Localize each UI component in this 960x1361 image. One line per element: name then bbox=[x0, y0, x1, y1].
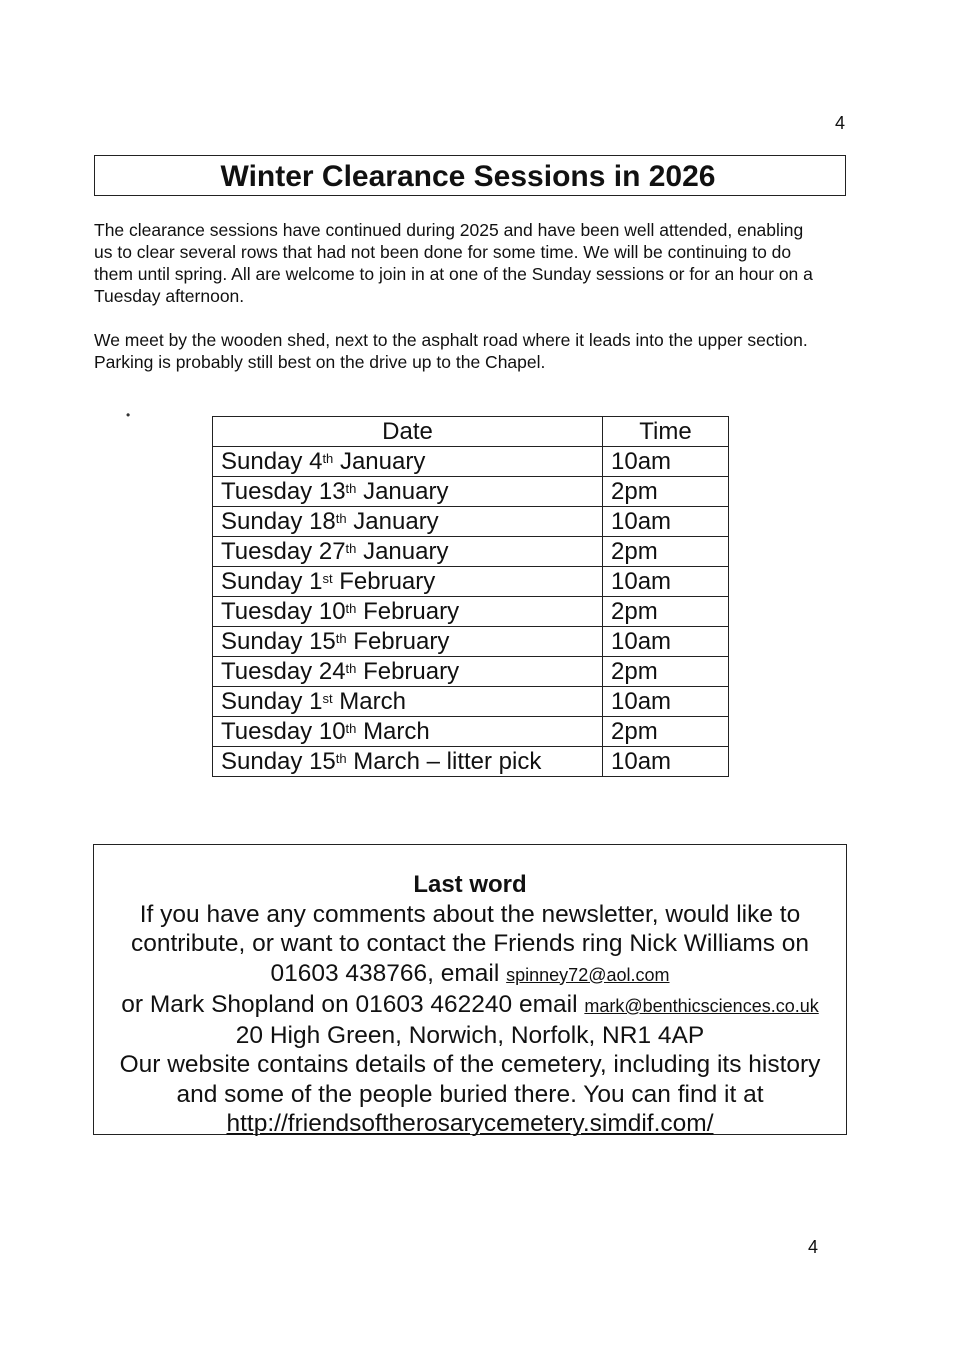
website-link[interactable]: http://friendsoftherosarycemetery.simdif.com/ bbox=[226, 1110, 714, 1138]
table-row bbox=[213, 597, 729, 627]
date-number: 1 bbox=[309, 567, 323, 595]
date-day: Tuesday bbox=[221, 717, 313, 745]
date-number: 10 bbox=[318, 597, 346, 625]
date-cell bbox=[213, 447, 603, 477]
date-number: 4 bbox=[309, 447, 323, 475]
time-cell: 2pm bbox=[603, 657, 729, 687]
date-number: 18 bbox=[309, 507, 336, 535]
schedule-table bbox=[212, 416, 729, 777]
table-row bbox=[213, 657, 729, 687]
last-word-line-2: contribute, or want to contact the Friends ring Nick Williams on bbox=[130, 930, 810, 958]
date-number: 13 bbox=[318, 477, 346, 505]
date-day: Sunday bbox=[221, 447, 303, 475]
table-row bbox=[213, 507, 729, 537]
date-number: 15 bbox=[309, 627, 336, 655]
table-row bbox=[213, 477, 729, 507]
date-month: February bbox=[339, 567, 436, 595]
table-row bbox=[213, 627, 729, 657]
date-cell bbox=[213, 507, 603, 537]
date-suffix: th bbox=[322, 450, 334, 466]
date-cell bbox=[213, 477, 603, 507]
time-cell: 10am bbox=[603, 747, 729, 777]
date-suffix: th bbox=[335, 750, 347, 766]
page-number-bottom: 4 bbox=[808, 1237, 819, 1257]
last-word-line-1: If you have any comments about the newsletter, would like to bbox=[139, 901, 801, 928]
date-month: February bbox=[353, 627, 450, 655]
date-day: Sunday bbox=[221, 747, 303, 775]
date-cell bbox=[213, 627, 603, 657]
date-suffix: th bbox=[345, 720, 357, 736]
date-suffix: th bbox=[335, 630, 347, 646]
table-header-row bbox=[213, 417, 729, 447]
table-row bbox=[213, 747, 729, 777]
table-row bbox=[213, 687, 729, 717]
date-month: January bbox=[363, 537, 449, 565]
time-cell: 10am bbox=[603, 687, 729, 717]
time-cell: 10am bbox=[603, 627, 729, 657]
date-day: Tuesday bbox=[221, 537, 313, 565]
table-row bbox=[213, 447, 729, 477]
date-day: Tuesday bbox=[221, 597, 313, 625]
date-suffix: st bbox=[322, 690, 333, 706]
page-title: Winter Clearance Sessions in 2026 bbox=[220, 159, 716, 193]
date-cell bbox=[213, 717, 603, 747]
schedule-body bbox=[213, 447, 729, 777]
date-suffix: th bbox=[345, 660, 357, 676]
nick-email-link[interactable]: spinney72@aol.com bbox=[506, 964, 670, 985]
nick-phone-text: 01603 438766, email bbox=[270, 959, 500, 987]
time-cell: 2pm bbox=[603, 717, 729, 747]
date-month: March bbox=[363, 717, 430, 745]
date-month: January bbox=[339, 447, 426, 475]
date-cell bbox=[213, 537, 603, 567]
date-day: Tuesday bbox=[221, 657, 313, 685]
last-word-heading: Last word bbox=[413, 871, 527, 898]
date-month: February bbox=[363, 597, 460, 625]
date-cell bbox=[213, 597, 603, 627]
date-suffix: th bbox=[335, 510, 347, 526]
date-day: Sunday bbox=[221, 567, 303, 595]
website-line bbox=[94, 1109, 846, 1138]
date-column-header: Date bbox=[213, 417, 603, 447]
time-cell: 10am bbox=[603, 447, 729, 477]
date-suffix: th bbox=[345, 600, 357, 616]
meeting-paragraph: We meet by the wooden shed, next to the asphalt road where it leads into the upper section. Parking is probably still best on the drive up to the Chapel. bbox=[94, 330, 808, 372]
date-cell bbox=[213, 687, 603, 717]
last-word-line-4 bbox=[94, 990, 846, 1021]
page-number-top: 4 bbox=[835, 113, 846, 133]
date-cell bbox=[213, 747, 603, 777]
date-month: February bbox=[363, 657, 460, 685]
title-box bbox=[94, 155, 846, 196]
table-row bbox=[213, 567, 729, 597]
date-month: January bbox=[363, 477, 449, 505]
last-word-line-3 bbox=[94, 959, 846, 990]
date-cell bbox=[213, 657, 603, 687]
time-column-header: Time bbox=[603, 417, 729, 447]
date-month: January bbox=[353, 507, 439, 535]
date-suffix: st bbox=[322, 570, 333, 586]
date-suffix: th bbox=[345, 480, 357, 496]
date-day: Sunday bbox=[221, 687, 303, 715]
date-day: Sunday bbox=[221, 627, 303, 655]
table-row bbox=[213, 717, 729, 747]
time-cell: 10am bbox=[603, 567, 729, 597]
scan-speck: • bbox=[126, 408, 131, 422]
date-suffix: th bbox=[345, 540, 357, 556]
address-line: 20 High Green, Norwich, Norfolk, NR1 4AP bbox=[235, 1022, 705, 1050]
time-cell: 2pm bbox=[603, 597, 729, 627]
date-number: 1 bbox=[309, 687, 323, 715]
date-cell bbox=[213, 567, 603, 597]
last-word-box bbox=[93, 844, 847, 1138]
date-day: Sunday bbox=[221, 507, 303, 535]
date-number: 10 bbox=[318, 717, 346, 745]
date-month: March bbox=[339, 687, 406, 715]
mark-email-link[interactable]: mark@benthicsciences.co.uk bbox=[584, 995, 819, 1016]
last-word-line-7: and some of the people buried there. You can find it at bbox=[176, 1080, 764, 1108]
time-cell: 2pm bbox=[603, 477, 729, 507]
date-month: March – litter pick bbox=[353, 747, 542, 775]
date-number: 15 bbox=[309, 747, 336, 775]
intro-paragraph: The clearance sessions have continued during 2025 and have been well attended, enabling us to clear several rows that had not been done for some time. We will be continuing to do them until spring. All are welcome to join in at one of the Sunday sessions or for an hour on a Tuesday afternoon. bbox=[94, 220, 813, 306]
mark-phone-text: or Mark Shopland on 01603 462240 email bbox=[121, 990, 578, 1018]
time-cell: 2pm bbox=[603, 537, 729, 567]
date-number: 24 bbox=[318, 657, 346, 685]
time-cell: 10am bbox=[603, 507, 729, 537]
last-word-line-6: Our website contains details of the cemetery, including its history bbox=[119, 1051, 821, 1079]
date-number: 27 bbox=[318, 537, 346, 565]
table-row bbox=[213, 537, 729, 567]
date-day: Tuesday bbox=[221, 477, 313, 505]
